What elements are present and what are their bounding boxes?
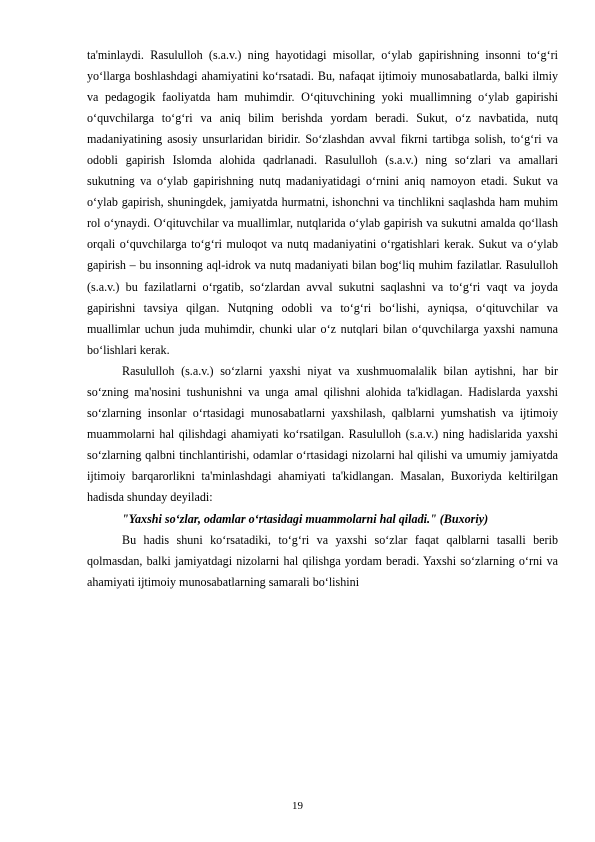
body-text: [87, 45, 558, 593]
hadith-quote: "Yaxshi so‘zlar, odamlar o‘rtasidagi muammolarni hal qiladi." (Buxoriy): [122, 511, 489, 526]
paragraph-3: Bu hadis shuni ko‘rsatadiki, to‘g‘ri va yaxshi so‘zlar faqat qalblarni tasalli berib qolmasdan, balki jamiyatdagi nizolarni hal qilishga yordam beradi. Yaxshi so‘zlarning o‘rni va ahamiyati ijtimoiy munosabatlarning samarali bo‘lishini: [87, 532, 558, 589]
paragraph-2: Rasululloh (s.a.v.) so‘zlarni yaxshi niyat va xushmuomalalik bilan aytishni, har bir so‘zning ma'nosini tushunishni va unga amal qilishni alohida ta'kidlagan. Hadislarda yaxshi so‘zlarning insonlar o‘rtasidagi munosabatlarni yaxshilash, qalblarni yumshatish va ijtimoiy muammolarni hal qilishdagi ahamiyati ko‘rsatilgan. Rasululloh (s.a.v.) ning hadislarida yaxshi so‘zlarning qalbni tinchlantirishi, odamlar o‘rtasidagi nizolarni hal qilishi va umumiy jamiyatda ijtimoiy barqarorlikni ta'minlashdagi ahamiyati ta'kidlangan. Masalan, Buxoriyda keltirilgan hadisda shunday deyiladi:: [87, 363, 558, 505]
paragraph-1: ta'minlaydi. Rasululloh (s.a.v.) ning hayotidagi misollar, o‘ylab gapirishning insonni to‘g‘ri yo‘llarga boshlashdagi ahamiyatini ko‘rsatadi. Bu, nafaqat ijtimoiy munosabatlarda, balki ilmiy va pedagogik faoliyatda ham muhimdir. O‘qituvchining yoki muallimning o‘ylab gapirishi o‘quvchilarga to‘g‘ri va aniq bilim berishda yordam beradi. Sukut, o‘z navbatida, nutq madaniyatining asosiy unsurlaridan biridir. So‘zlashdan avval fikrni tartibga solish, to‘g‘ri va odobli gapirish Islomda alohida qadrlanadi. Rasululloh (s.a.v.) ning so‘zlari va amallari sukutning va o‘ylab gapirishning nutq madaniyatidagi o‘rnini aniq namoyon etadi. Sukut va o‘ylab gapirish, shuningdek, jamiyatda hurmatni, ishonchni va tinchlikni saqlashda ham muhim rol o‘ynaydi. O‘qituvchilar va muallimlar, nutqlarida o‘ylab gapirish va sukutni amalda qo‘llash orqali o‘quvchilarga to‘g‘ri muloqot va nutq madaniyatini o‘rgatishlari kerak. Sukut va o‘ylab gapirish – bu insonning aql-idrok va nutq madaniyati bilan bog‘liq muhim fazilatlar. Rasululloh (s.a.v.) bu fazilatlarni o‘rgatib, so‘zlardan avval sukutni saqlashni va to‘g‘ri vaqt va joyda gapirishni tavsiya qilgan. Nutqning odobli va to‘g‘ri bo‘lishi, ayniqsa, o‘qituvchilar va muallimlar uchun juda muhimdir, chunki ular o‘z nutqlari bilan o‘quvchilarga yaxshi namuna bo‘lishlari kerak.: [87, 47, 558, 357]
page-number: 19: [292, 800, 303, 812]
